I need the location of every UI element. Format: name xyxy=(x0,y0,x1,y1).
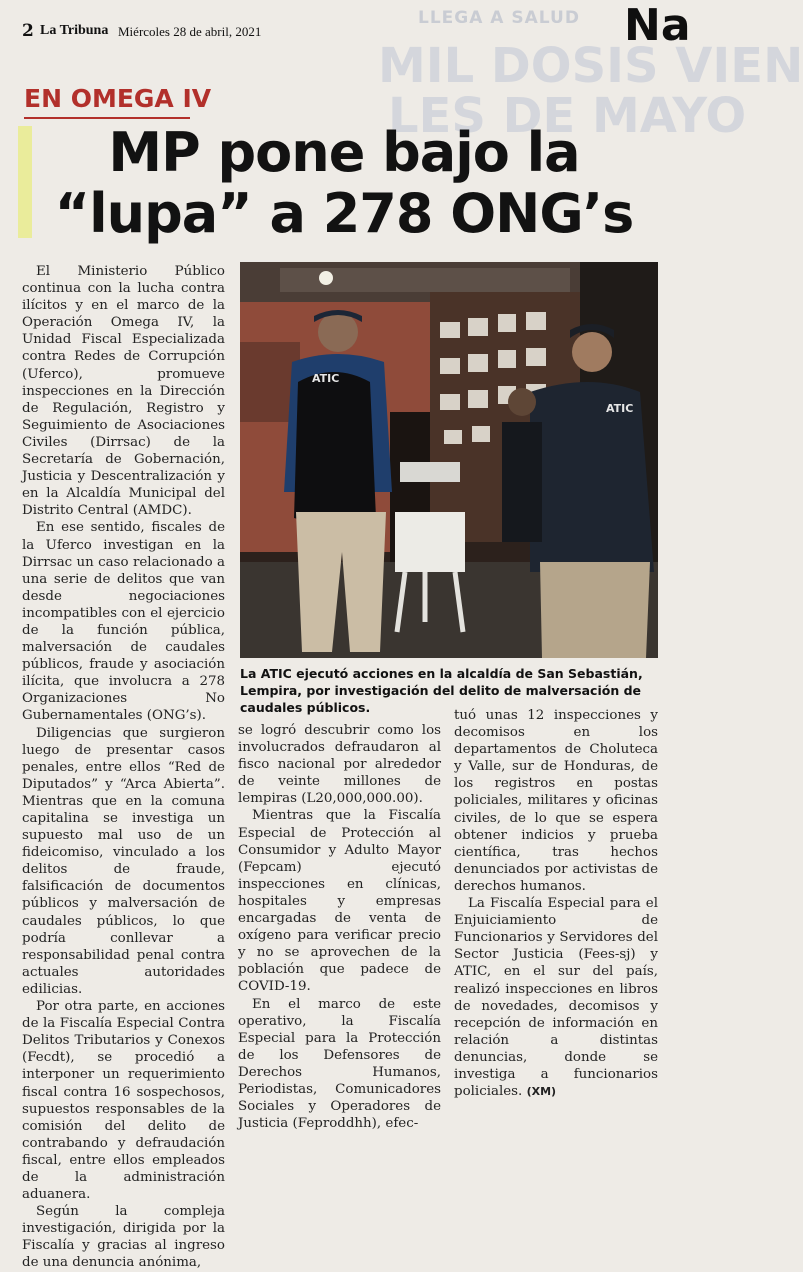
paragraph: El Ministerio Público continua con la lucha contra ilícitos y en el marco de la Operación Omega IV, la Unidad Fiscal Especializada contra Redes de Corrupción (Uferco), promueve inspecciones en la Dirección de Regulación, Registro y Seguimiento de Asociaciones Civiles (Dirrsac) de la Secretaría de Gobernación, Justicia y Descentralización y en la Alcaldía Municipal del Distrito Central (AMDC). xyxy=(22,264,225,519)
photo-illustration xyxy=(240,262,658,658)
show-through-text: LLEGA A SALUD xyxy=(418,8,580,28)
headline-line: “lupa” a 278 ONG’s xyxy=(54,182,634,245)
show-through-text: LES DE MAYO xyxy=(388,88,747,144)
paragraph: Diligencias que surgieron luego de presentar casos penales, entre ellos “Red de Diputados” y “Arca Abierta”. Mientras que en la comuna capitalina se investiga un supuesto mal uso de un fideicomiso, vinculado a los delitos de fraude, falsificación de documentos públicos y malversación de caudales públicos, lo que podría conllevar a responsabilidad penal contra actuales autoridades edilicias. xyxy=(22,725,225,997)
show-through-text: MIL DOSIS VIEN xyxy=(378,38,803,94)
kicker-underline xyxy=(24,117,190,119)
paragraph: En ese sentido, fiscales de la Uferco investigan en la Dirrsac un caso relacionado a una serie de delitos que van desde negociaciones incompatibles con el ejercicio de la función pública, malversación de caudales públicos, fraude y asociación ilícita, que involucra a 278 Organizaciones No Gubernamentales (ONG’s). xyxy=(22,520,225,724)
article-kicker: EN OMEGA IV xyxy=(24,84,212,113)
paragraph: Según la compleja investigación, dirigida por la Fiscalía y gracias al ingreso de una denuncia anónima, xyxy=(22,1204,225,1271)
vest-label: ATIC xyxy=(606,402,634,415)
photo-caption: La ATIC ejecutó acciones en la alcaldía de San Sebastián, Lempira, por investigación del delito de malversación de caudales públicos. xyxy=(240,666,643,715)
vest-label: ATIC xyxy=(312,372,340,385)
paragraph: En el marco de este operativo, la Fiscalía Especial para la Protección de los Defensores de Derechos Humanos, Periodistas, Comunicadores Sociales y Operadores de Justicia (Feproddhh), efec- xyxy=(238,996,441,1132)
paragraph: tuó unas 12 inspecciones y decomisos en los departamentos de Choluteca y Valle, sur de Honduras, de los registros en postas policiales, militares y oficinas civiles, de lo que se espera obtener indicios y prueba científica, tras hechos denunciados por activistas de derechos humanos. xyxy=(454,708,658,894)
article-column-1 xyxy=(22,263,225,1272)
paragraph: se logró descubrir como los involucrados defraudaron al fisco nacional por alrededor de veinte millones de lempiras (L20,000,000.00). xyxy=(238,723,441,807)
paragraph: Por otra parte, en acciones de la Fiscalía Especial Contra Delitos Tributarios y Conexos (Fecdt), se procedió a interponer un requerimiento fiscal contra 16 sospechosos, supuestos responsables de la comisión del delito de contrabando y defraudación fiscal, entre ellos empleados de la administración aduanera. xyxy=(22,999,225,1203)
page-number: 2 xyxy=(22,21,34,41)
article-photo xyxy=(240,262,658,658)
paragraph xyxy=(454,895,658,1100)
headline-line: MP pone bajo la xyxy=(108,121,580,184)
paragraph-text: La Fiscalía Especial para el Enjuiciamiento de Funcionarios y Servidores del Sector Justicia (Fees-sj) y ATIC, en el sur del país, realizó inspecciones en libros de novedades, decomisos y recepción de información en relación a distintas denuncias, donde se investiga a funcionarios policiales. xyxy=(454,896,658,1100)
article-column-3 xyxy=(454,707,658,1100)
newspaper-name: La Tribuna xyxy=(40,23,109,38)
author-signature: (XM) xyxy=(526,1085,557,1099)
section-label: Na xyxy=(624,0,691,51)
article-column-2 xyxy=(238,722,441,1132)
issue-date: Miércoles 28 de abril, 2021 xyxy=(118,24,262,39)
paragraph: Mientras que la Fiscalía Especial de Protección al Consumidor y Adulto Mayor (Fepcam) ejecutó inspecciones en clínicas, hospitales y empresas encargadas de venta de oxígeno para verificar precio y no se aprovechen de la población que padece de COVID-19. xyxy=(238,808,441,995)
article-headline xyxy=(24,122,664,244)
